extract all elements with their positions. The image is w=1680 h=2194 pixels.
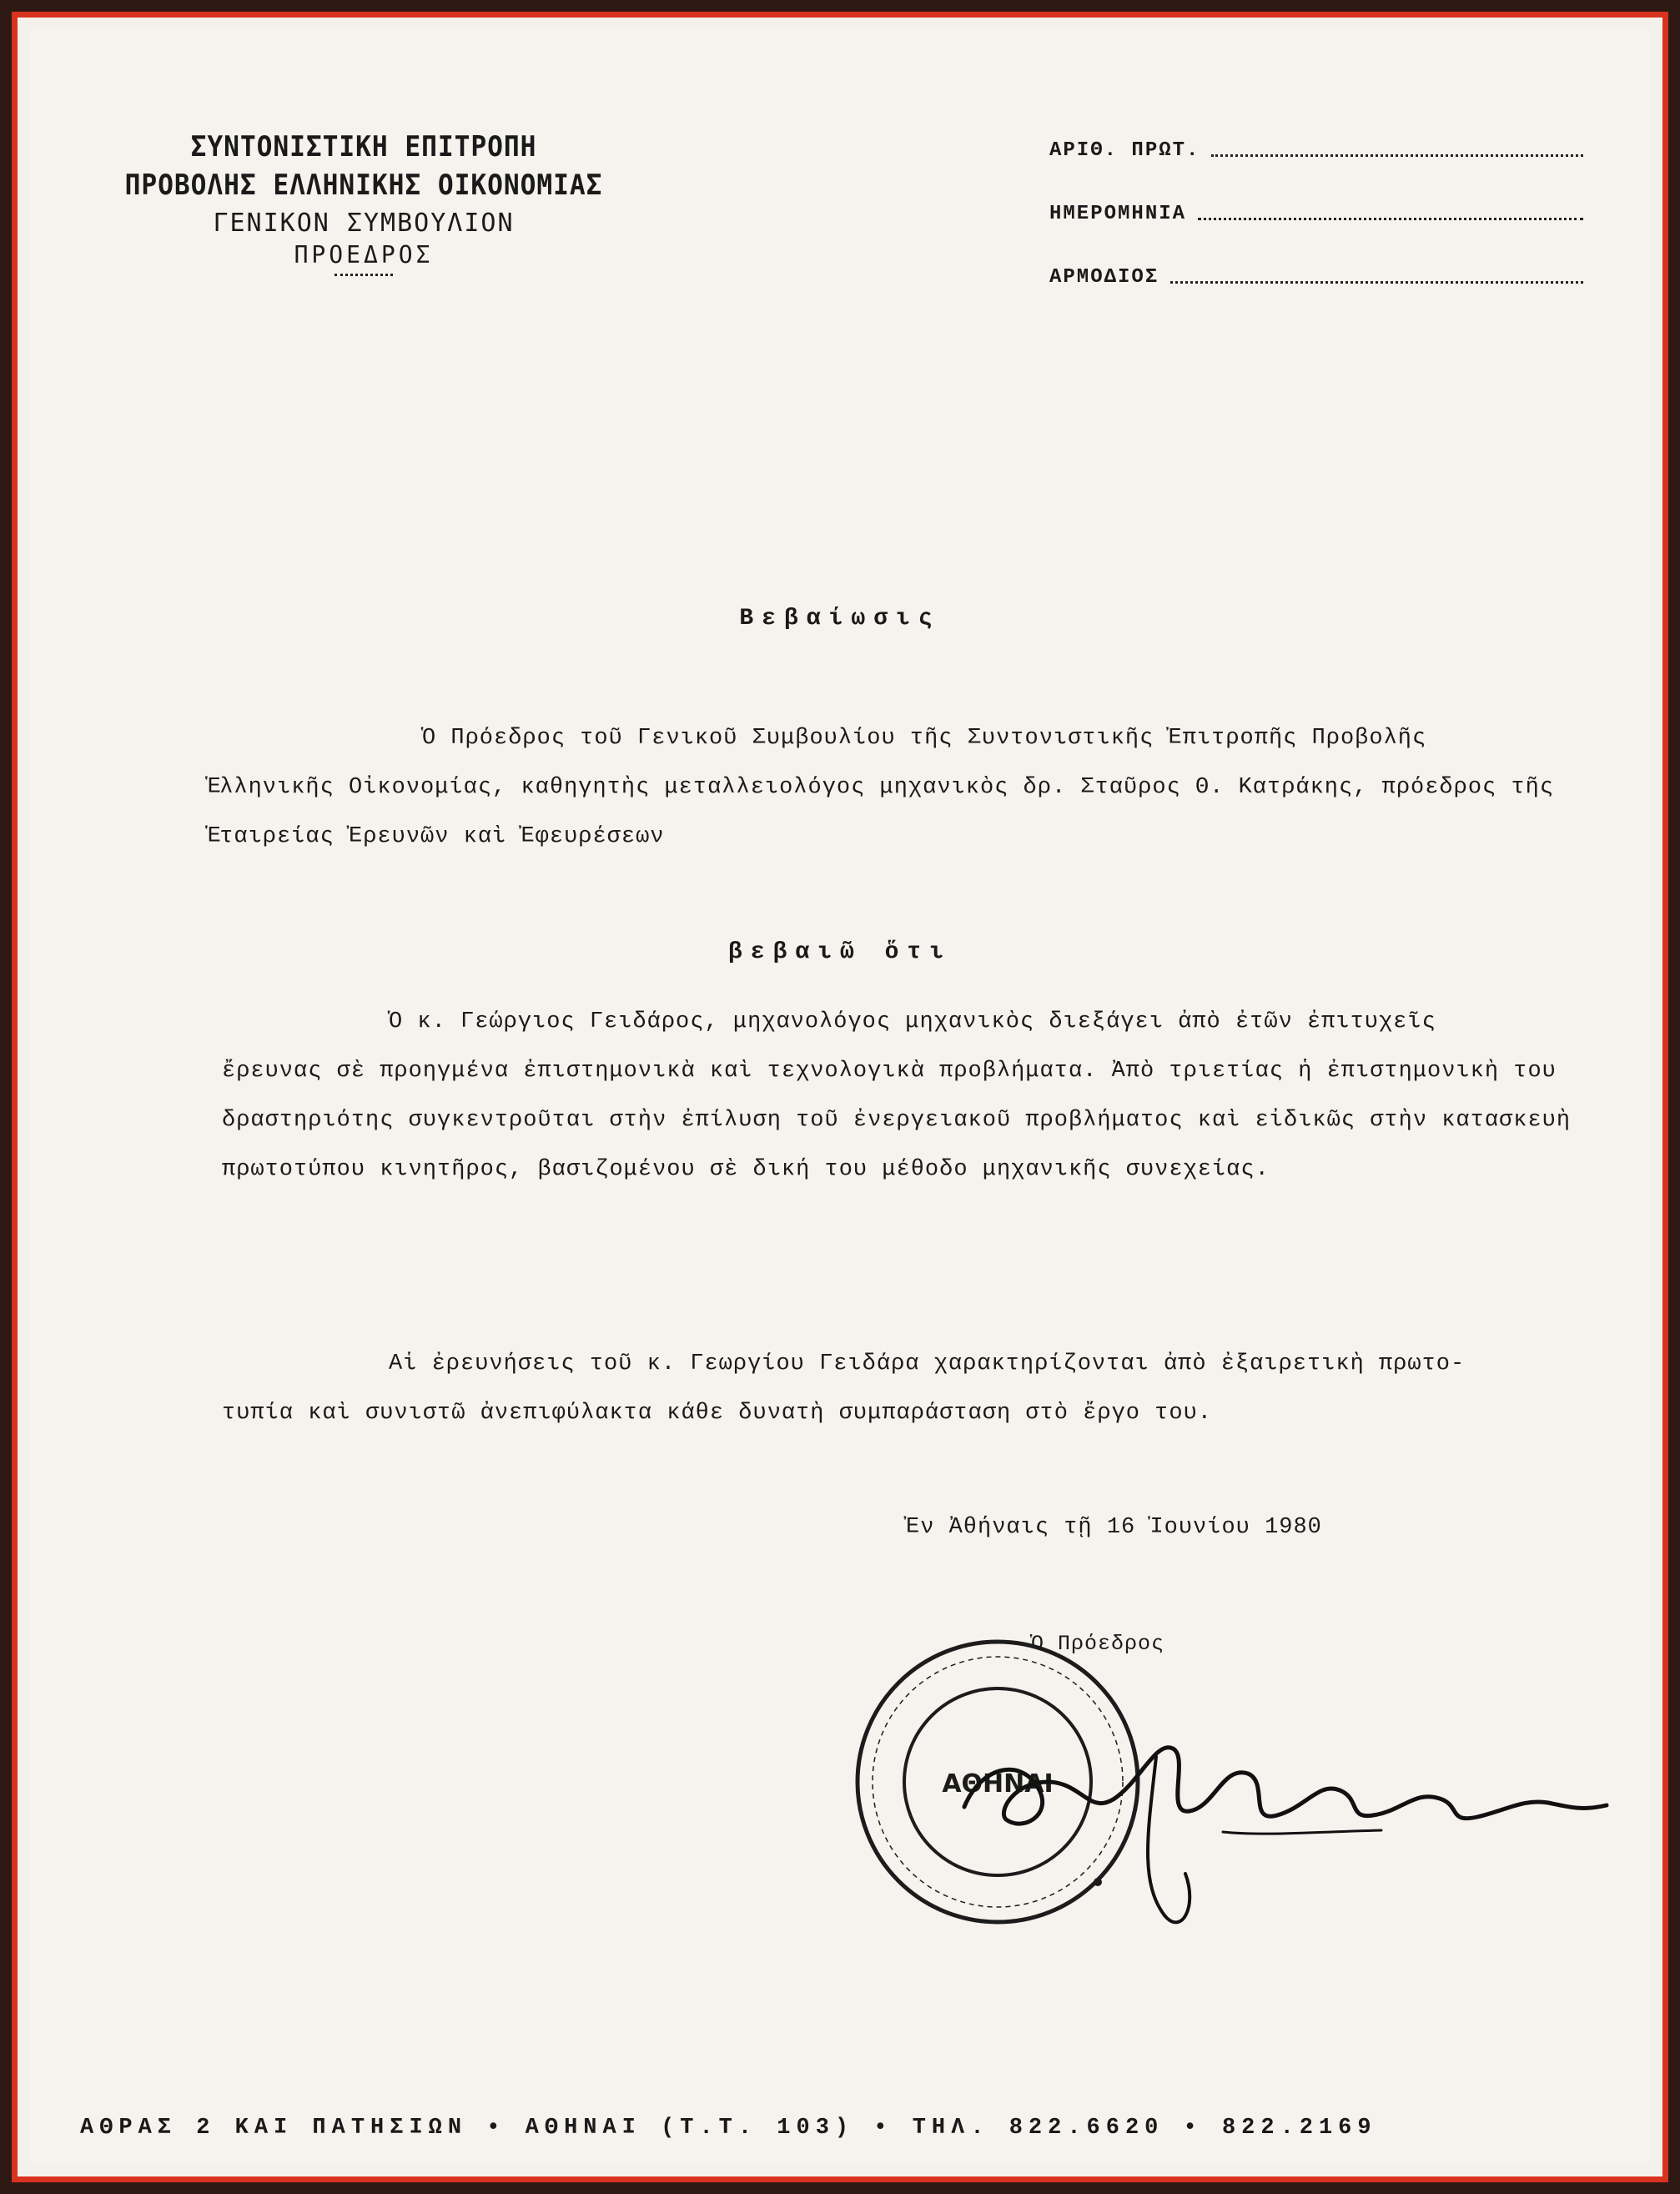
date-line: Ἐν Ἀθήναις τῇ 16 Ἰουνίου 1980	[906, 1515, 1322, 1540]
handwritten-signature	[948, 1665, 1632, 1949]
body-first-line: Ὁ κ. Γεώργιος Γειδάρος, μηχανολόγος μηχανικὸς διεξάγει ἀπὸ ἐτῶν ἐπιτυχεῖς	[389, 1009, 1436, 1034]
protocol-label: ΑΡΙΘ. ΠΡΩΤ.	[1049, 139, 1200, 162]
closing-first-line: Αἱ ἐρευνήσεις τοῦ κ. Γεωργίου Γειδάρα χαρακτηρίζονται ἀπὸ ἐξαιρετικὴ πρωτο-	[389, 1351, 1466, 1376]
reference-block	[1049, 132, 1583, 322]
protocol-blank	[1211, 154, 1583, 157]
document-page	[30, 30, 1650, 2164]
closing-paragraph: τυπία καὶ συνιστῶ ἀνεπιφύλακτα κάθε δυνατὴ συμπαράσταση στὸ ἔργο του.	[222, 1401, 1212, 1426]
letterhead-promotion: ΠΡΟΒΟΛΗΣ ΕΛΛΗΝΙΚΗΣ ΟΙΚΟΝΟΜΙΑΣ	[124, 169, 603, 202]
letterhead	[80, 130, 647, 279]
document-title: Βεβαίωσις	[739, 606, 941, 632]
letterhead-rule	[334, 274, 393, 279]
signer-title: Ὁ Πρόεδρος	[1031, 1632, 1165, 1656]
date-label: ΗΜΕΡΟΜΗΝΙΑ	[1049, 203, 1187, 225]
letterhead-committee: ΣΥΝΤΟΝΙΣΤΙΚΗ ΕΠΙΤΡΟΠΗ	[190, 130, 537, 164]
protocol-row	[1049, 132, 1583, 162]
officer-row	[1049, 259, 1583, 289]
certifies-heading: βεβαιῶ ὅτι	[727, 939, 953, 965]
body-paragraph: ἔρευνας σὲ προηγμένα ἐπιστημονικὰ καὶ τεχνολογικὰ προβλήματα. Ἀπὸ τριετίας ἡ ἐπιστημονικὴ του δραστηριότης συγκεντροῦται στὴν ἐπίλυση τοῦ ἐνεργειακοῦ προβλήματος καὶ εἰδικῶς στὴν κατασκευὴ πρωτοτύπου κινητῆρος, βασιζομένου σὲ δική του μέθοδο μηχανικῆς συνεχείας.	[222, 1059, 1572, 1182]
officer-label: ΑΡΜΟΔΙΟΣ	[1049, 266, 1159, 289]
date-row	[1049, 195, 1583, 225]
intro-paragraph: Ἑλληνικῆς Οἰκονομίας, καθηγητὴς μεταλλειολόγος μηχανικὸς δρ. Σταῦρος Θ. Κατράκης, πρόεδρος τῆς Ἑταιρείας Ἐρευνῶν καὶ Ἐφευρέσεων	[205, 775, 1555, 849]
date-blank	[1198, 218, 1583, 220]
footer-address: ΑΘΡΑΣ 2 ΚΑΙ ΠΑΤΗΣΙΩΝ • ΑΘΗΝΑΙ (Τ.Τ. 103) • ΤΗΛ. 822.6620 • 822.2169	[80, 2116, 1377, 2141]
officer-blank	[1170, 281, 1583, 284]
intro-first-line: Ὁ Πρόεδρος τοῦ Γενικοῦ Συμβουλίου τῆς Συντονιστικῆς Ἐπιτροπῆς Προβολῆς	[422, 726, 1427, 751]
letterhead-council: ΓΕΝΙΚΟΝ ΣΥΜΒΟΥΛΙΟΝ	[213, 209, 515, 238]
seal-center-text: ΑΘΗΝΑΙ	[942, 1769, 1054, 1799]
letterhead-president: ΠΡΟΕΔΡΟΣ	[294, 241, 434, 269]
